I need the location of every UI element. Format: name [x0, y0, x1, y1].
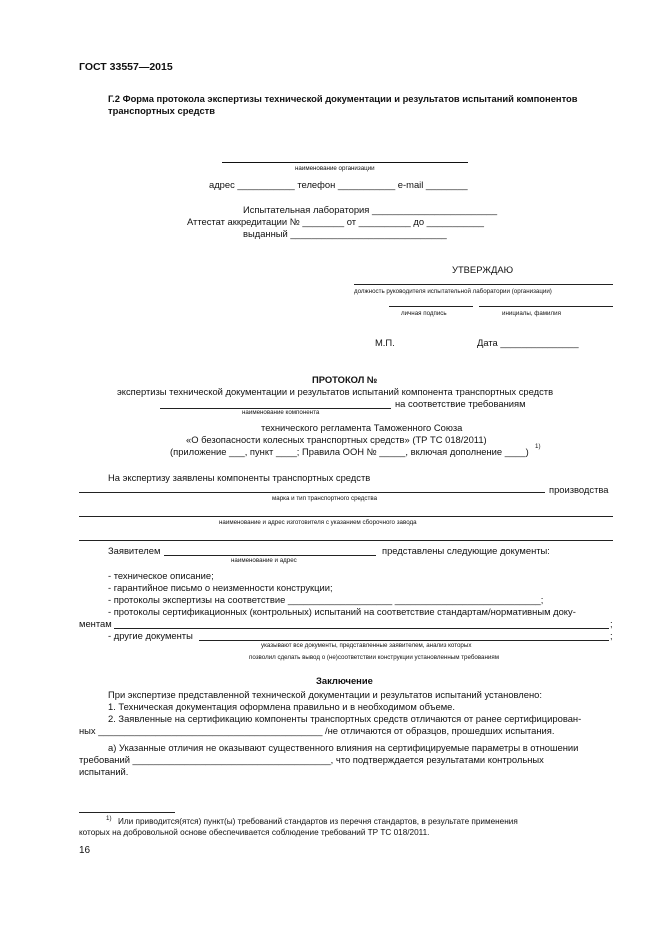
- doc-item-1: - техническое описание;: [108, 570, 214, 581]
- docs-caption-1: указывают все документы, представленные заявителем, анализ которых: [261, 642, 472, 649]
- doc-item-5-semicolon: ;: [610, 630, 613, 641]
- doc-item-4: - протоколы сертификационных (контрольных) испытаний на соответствие стандартам/нормативным доку-: [108, 606, 576, 617]
- doc-item-4-cont: ментам: [79, 618, 112, 629]
- footnote-separator: [79, 812, 175, 813]
- signature-line: [389, 306, 473, 307]
- conclusion-a-1: а) Указанные отличия не оказывают существенного влияния на сертифицируемые параметры в отношении: [108, 742, 579, 753]
- applicant-caption: наименование и адрес: [231, 557, 297, 564]
- protocol-subtitle: экспертизы технической документации и результатов испытаний компонента транспортных средств: [117, 386, 554, 397]
- organization-name-line: [222, 162, 468, 163]
- doc-item-2: - гарантийное письмо о неизменности конструкции;: [108, 582, 333, 593]
- compliance-label: на соответствие требованиям: [395, 398, 526, 409]
- page-number: 16: [79, 845, 91, 856]
- production-label: производства: [549, 484, 609, 495]
- conclusion-a-2: требований ______________________________________, что подтверждается результатами контрольных: [79, 754, 544, 765]
- conclusion-item-1: 1. Техническая документация оформлена правильно и в необходимом объеме.: [108, 701, 455, 712]
- footnote-line-2: которых на добровольной основе обеспечивается соблюдение требований ТР ТС 018/2011.: [79, 828, 430, 837]
- doc-item-4-line: [114, 628, 609, 629]
- doc-item-5: - другие документы: [108, 630, 193, 641]
- protocol-title: ПРОТОКОЛ №: [312, 374, 378, 385]
- position-line: [354, 284, 613, 285]
- conclusion-title: Заключение: [316, 675, 373, 686]
- date-line: Дата _______________: [477, 337, 579, 348]
- approve-title: УТВЕРЖДАЮ: [452, 264, 514, 275]
- applicant-label: Заявителем: [108, 545, 161, 556]
- footnote-reference: 1): [535, 443, 541, 450]
- lab-line: Испытательная лаборатория ________________________: [243, 204, 498, 215]
- declared-label: На экспертизу заявлены компоненты транспортных средств: [108, 472, 371, 483]
- section-title-line-1: Г.2 Форма протокола экспертизы технической документации и результатов испытаний компонентов: [108, 93, 578, 104]
- organization-name-caption: наименование организации: [295, 165, 375, 172]
- regulation-line-1: технического регламента Таможенного Союза: [261, 422, 463, 433]
- stamp-label: М.П.: [375, 337, 395, 348]
- separator-line: [79, 540, 613, 541]
- footnote-line-1: Или приводится(ятся) пункт(ы) требований стандартов из перечня стандартов, в результате применения: [118, 817, 518, 826]
- contacts-line: адрес ___________ телефон ___________ e-mail ________: [209, 179, 468, 190]
- section-title-line-2: транспортных средств: [108, 105, 216, 116]
- doc-item-4-semicolon: ;: [610, 618, 613, 629]
- accreditation-line: Аттестат аккредитации № ________ от __________ до ___________: [187, 216, 484, 227]
- doc-item-3: - протоколы экспертизы на соответствие ____________________ ____________________________;: [108, 594, 544, 605]
- manufacturer-line: [79, 516, 613, 517]
- signature-caption: личная подпись: [401, 310, 447, 317]
- fullname-caption: инициалы, фамилия: [502, 310, 561, 317]
- standard-number: ГОСТ 33557—2015: [79, 61, 173, 73]
- conclusion-item-2a: 2. Заявленные на сертификацию компоненты транспортных средств отличаются от ранее сертифицирован-: [108, 713, 582, 724]
- manufacturer-caption: наименование и адрес изготовителя с указанием сборочного завода: [219, 519, 417, 526]
- applicant-rest: представлены следующие документы:: [382, 545, 550, 556]
- fullname-line: [479, 306, 613, 307]
- regulation-line-3: (приложение ___, пункт ____; Правила ООН № _____, включая дополнение ____): [170, 446, 529, 457]
- position-caption: должность руководителя испытательной лаборатории (организации): [354, 288, 552, 295]
- conclusion-item-2b: ных ___________________________________________ /не отличаются от образцов, прошедших испытания.: [79, 725, 555, 736]
- make-caption: марка и тип транспортного средства: [272, 495, 378, 502]
- docs-caption-2: позволил сделать вывод о (не)соответствии конструкции установленным требованиям: [249, 654, 499, 661]
- doc-item-5-line: [199, 640, 609, 641]
- conclusion-a-3: испытаний.: [79, 766, 129, 777]
- conclusion-intro: При экспертизе представленной технической документации и результатов испытаний установлено:: [108, 689, 542, 700]
- issued-line: выданный ______________________________: [243, 228, 447, 239]
- component-caption: наименование компонента: [242, 409, 320, 416]
- make-line: [79, 492, 545, 493]
- regulation-line-2: «О безопасности колесных транспортных средств» (ТР ТС 018/2011): [186, 434, 487, 445]
- footnote-mark: 1): [106, 815, 112, 822]
- applicant-line: [164, 555, 376, 556]
